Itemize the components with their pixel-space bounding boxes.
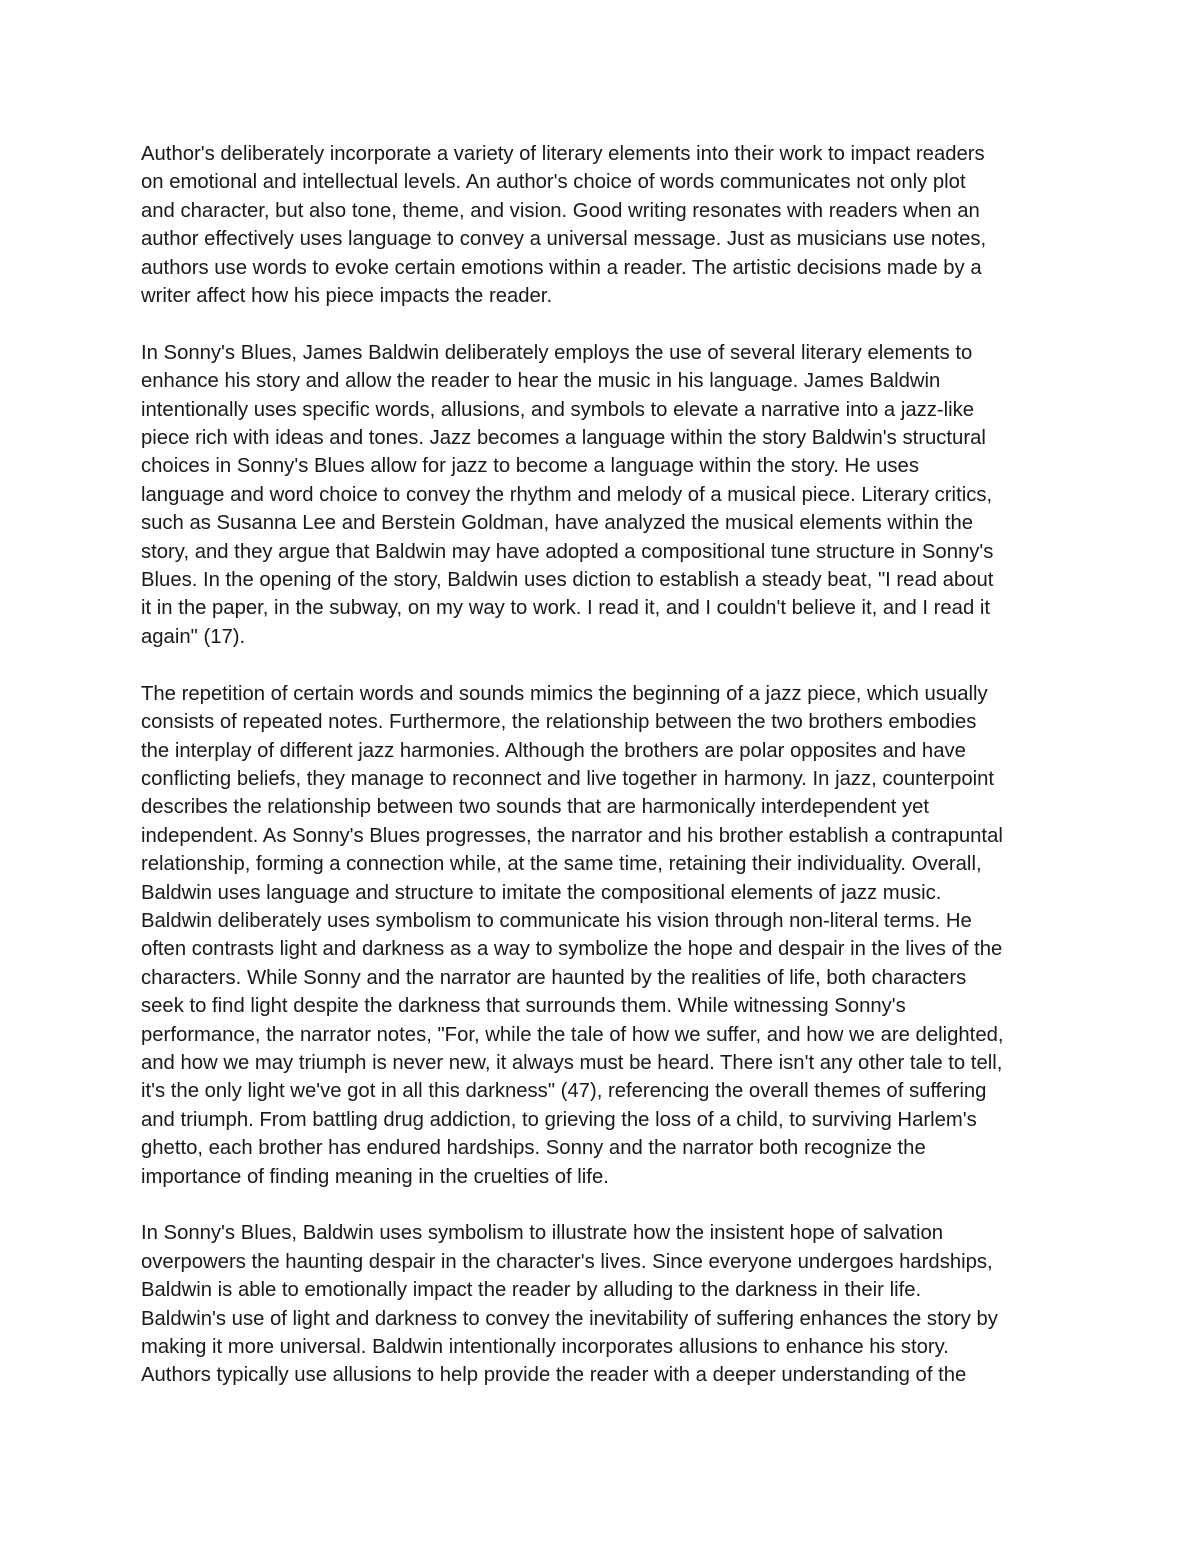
text-line: Baldwin's use of light and darkness to convey the inevitability of suffering enhances the story by [141,1307,998,1330]
text-line: Author's deliberately incorporate a variety of literary elements into their work to impact readers [141,143,985,165]
text-line: importance of finding meaning in the cruelties of life. [141,1165,609,1188]
text-line: it in the paper, in the subway, on my way to work. I read it, and I couldn't believe it, and I read it [141,597,991,620]
text-line: on emotional and intellectual levels. An author's choice of words communicates not only plot [141,171,966,194]
text-line: ghetto, each brother has endured hardships. Sonny and the narrator both recognize the [141,1137,926,1160]
paragraph-3 [141,680,1059,1191]
text-line: enhance his story and allow the reader to hear the music in his language. James Baldwin [141,370,941,393]
text-line: writer affect how his piece impacts the reader. [141,285,553,308]
text-line: consists of repeated notes. Furthermore, the relationship between the two brothers embodies [141,711,977,734]
text-line: Baldwin deliberately uses symbolism to communicate his vision through non-literal terms. He [141,909,972,932]
text-line: independent. As Sonny's Blues progresses, the narrator and his brother establish a contrapuntal [141,824,1003,847]
text-line: overpowers the haunting despair in the character's lives. Since everyone undergoes hardships, [141,1250,993,1273]
text-line: piece rich with ideas and tones. Jazz becomes a language within the story Baldwin's structural [141,427,986,450]
text-line: In Sonny's Blues, Baldwin uses symbolism to illustrate how the insistent hope of salvation [141,1222,944,1245]
text-line: and triumph. From battling drug addiction, to grieving the loss of a child, to surviving Harlem's [141,1108,977,1131]
text-line: story, and they argue that Baldwin may have adopted a compositional tune structure in Sonny's [141,540,994,563]
text-line: such as Susanna Lee and Berstein Goldman, have analyzed the musical elements within the [141,512,974,535]
text-line: again" (17). [141,625,246,648]
paragraph-2 [141,339,1059,651]
text-line: choices in Sonny's Blues allow for jazz to become a language within the story. He uses [141,455,919,478]
paragraph-1 [141,140,1059,310]
text-line: The repetition of certain words and sounds mimics the beginning of a jazz piece, which usually [141,682,988,705]
text-line: Authors typically use allusions to help provide the reader with a deeper understanding of the [141,1364,967,1387]
text-line: describes the relationship between two sounds that are harmonically interdependent yet [141,796,930,819]
text-line: the interplay of different jazz harmonies. Although the brothers are polar opposites and have [141,739,966,762]
text-line: Blues. In the opening of the story, Baldwin uses diction to establish a steady beat, "I read about [141,569,994,592]
text-line: performance, the narrator notes, "For, while the tale of how we suffer, and how we are delighted, [141,1023,1004,1046]
text-line: language and word choice to convey the rhythm and melody of a musical piece. Literary critics, [141,483,993,506]
text-line: author effectively uses language to convey a universal message. Just as musicians use notes, [141,228,987,251]
text-line: often contrasts light and darkness as a way to symbolize the hope and despair in the lives of the [141,938,1003,961]
text-line: conflicting beliefs, they manage to reconnect and live together in harmony. In jazz, counterpoint [141,767,995,790]
text-line: Baldwin is able to emotionally impact the reader by alluding to the darkness in their life. [141,1279,922,1302]
text-line: In Sonny's Blues, James Baldwin deliberately employs the use of several literary elements to [141,341,973,364]
text-line: and character, but also tone, theme, and vision. Good writing resonates with readers when an [141,199,980,222]
text-line: seek to find light despite the darkness that surrounds them. While witnessing Sonny's [141,995,906,1018]
text-line: Baldwin uses language and structure to imitate the compositional elements of jazz music. [141,881,942,904]
text-line: relationship, forming a connection while, at the same time, retaining their individuality. Overall, [141,853,982,876]
text-line: and how we may triumph is never new, it always must be heard. There isn't any other tale to tell, [141,1051,1003,1074]
paragraph-4 [141,1219,1059,1389]
document-body [141,140,1059,1418]
text-line: authors use words to evoke certain emotions within a reader. The artistic decisions made by a [141,256,982,279]
text-line: making it more universal. Baldwin intentionally incorporates allusions to enhance his story. [141,1336,949,1359]
text-line: intentionally uses specific words, allusions, and symbols to elevate a narrative into a jazz-like [141,398,975,421]
text-line: it's the only light we've got in all this darkness" (47), referencing the overall themes of suffering [141,1080,987,1103]
text-line: characters. While Sonny and the narrator are haunted by the realities of life, both characters [141,966,967,989]
